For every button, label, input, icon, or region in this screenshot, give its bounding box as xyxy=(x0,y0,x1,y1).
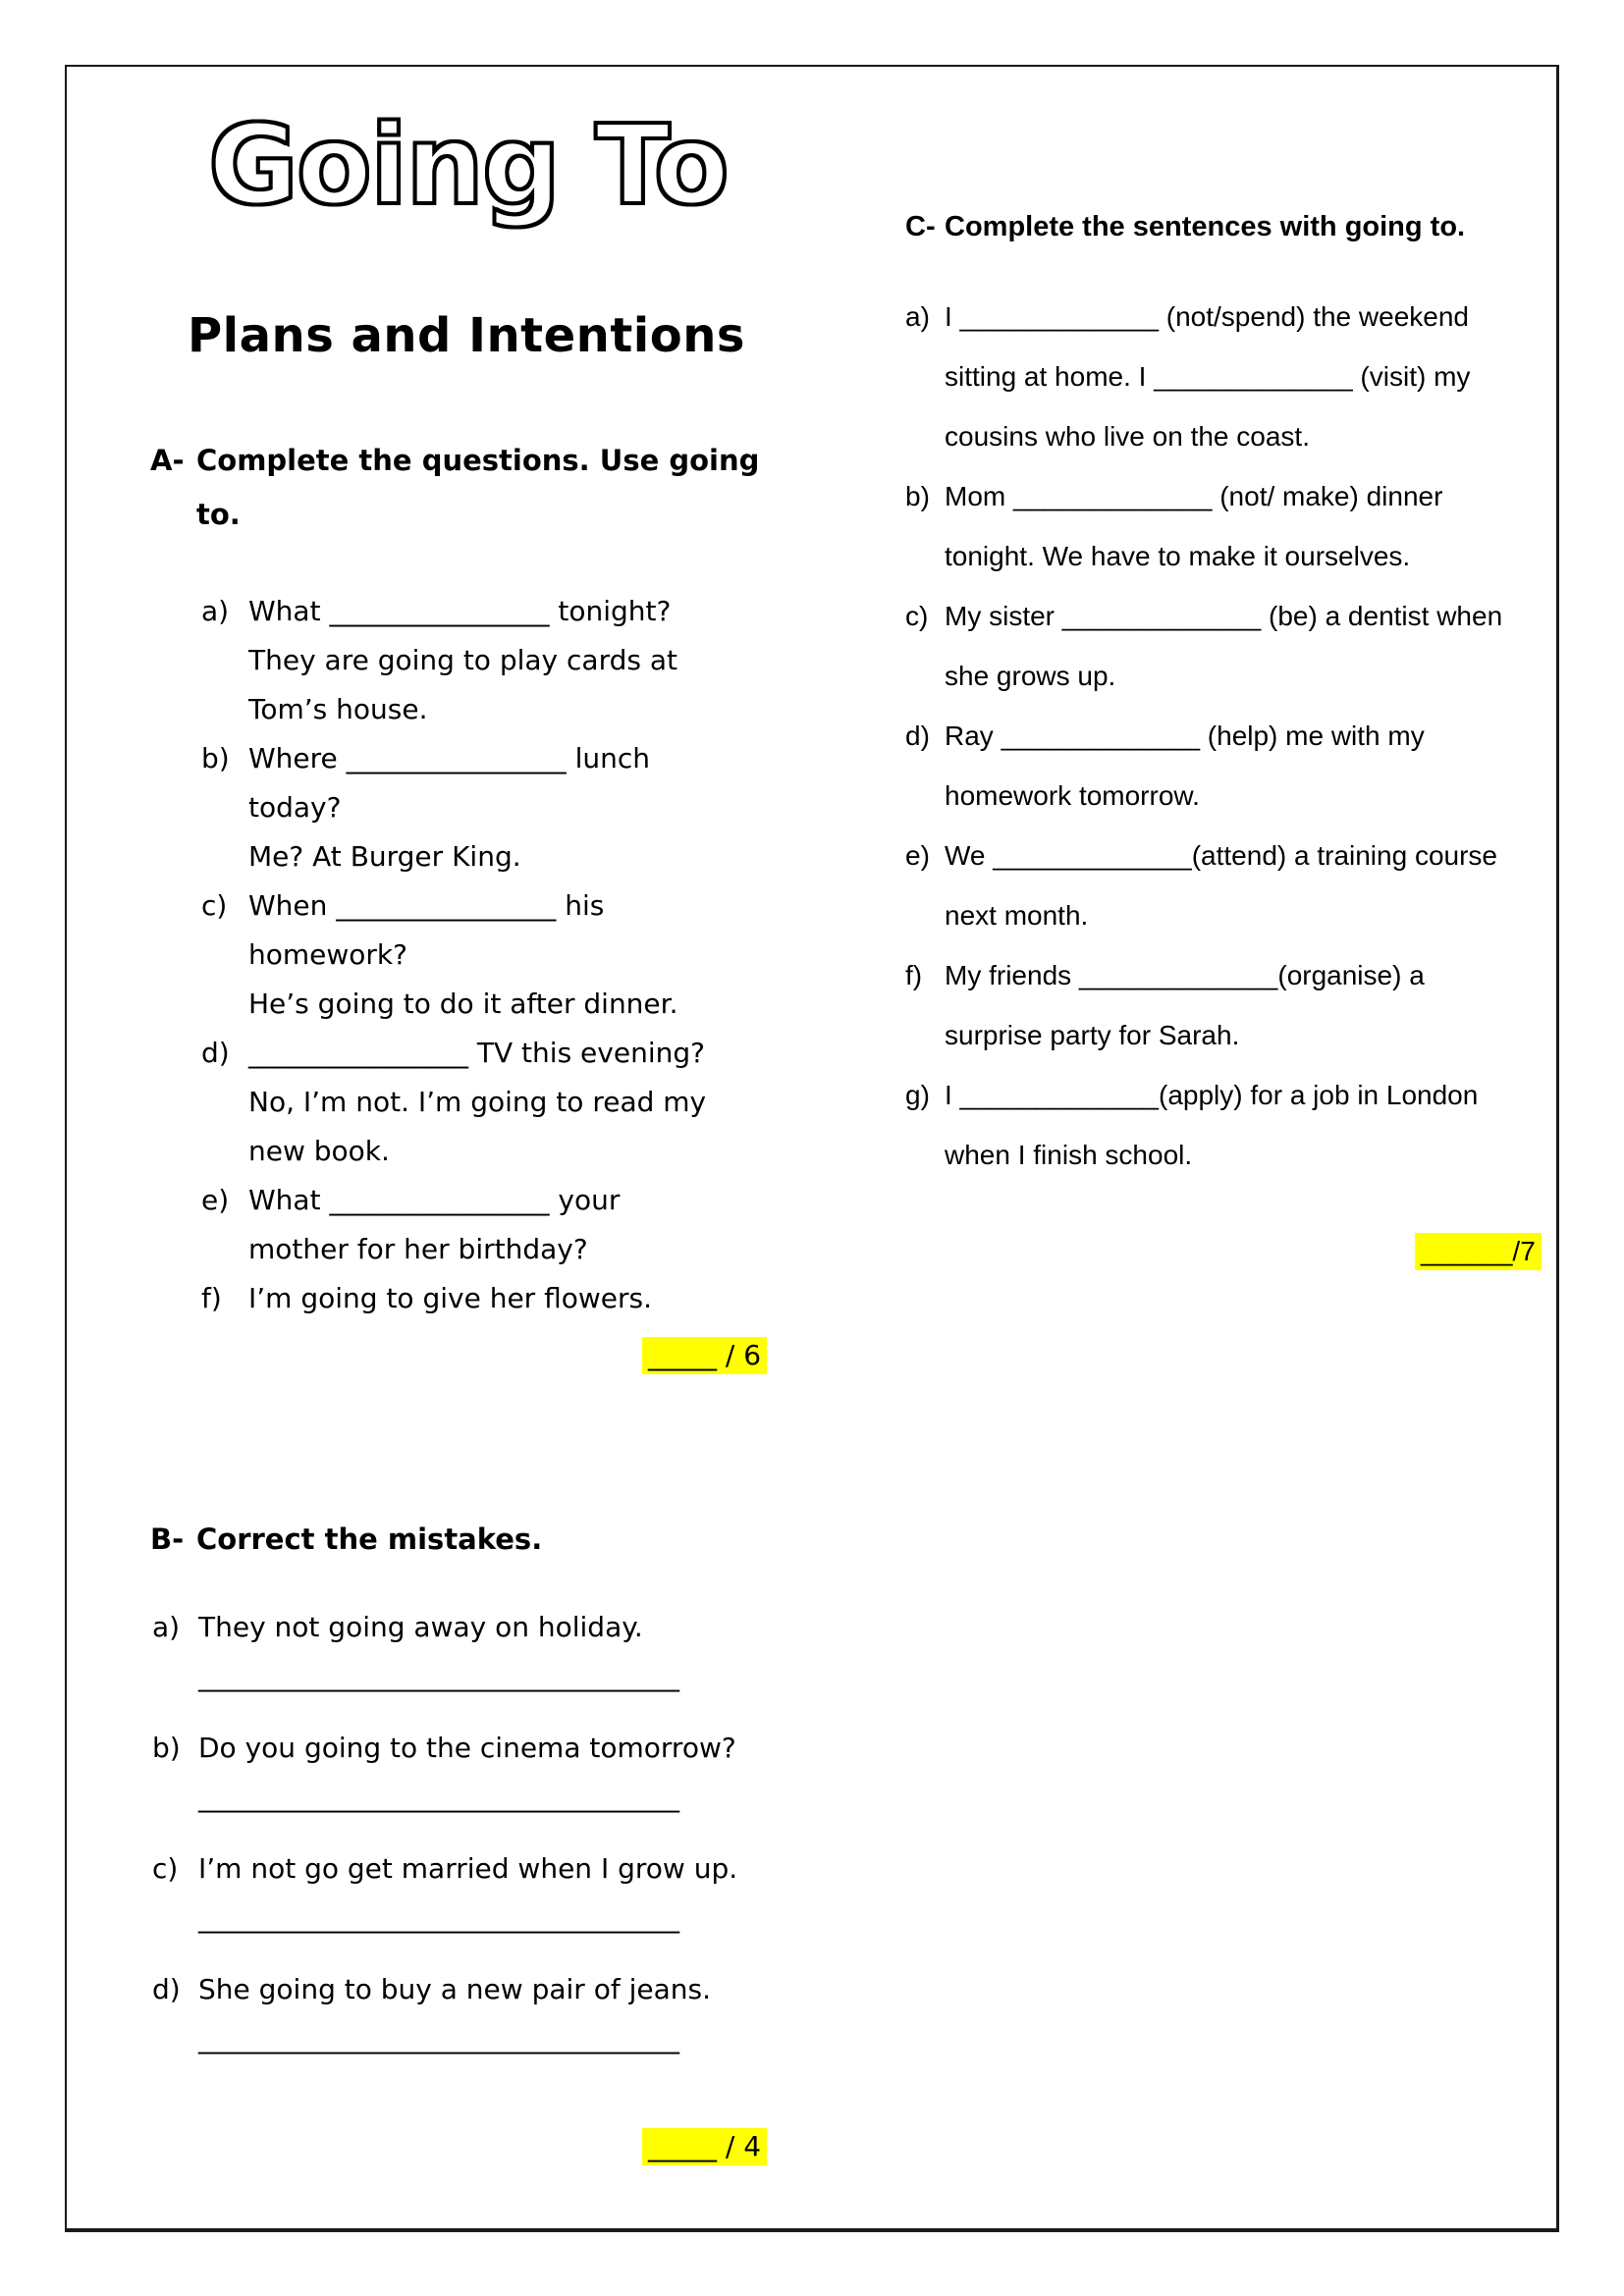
section-b-list xyxy=(152,1603,781,2086)
list-item xyxy=(152,1965,781,2063)
list-item xyxy=(152,1603,781,1701)
section-b-heading-text: Correct the mistakes. xyxy=(196,1522,543,1556)
list-item xyxy=(201,1176,810,1274)
item-line: tonight. We have to make it ourselves. xyxy=(945,541,1411,571)
item-letter: a) xyxy=(152,1611,181,1643)
item-line: We _____________(attend) a training course xyxy=(945,840,1497,871)
item-letter: c) xyxy=(905,601,929,631)
item-sentence: Do you going to the cinema tomorrow? xyxy=(198,1732,736,1764)
item-line: They are going to play cards at xyxy=(248,644,677,676)
item-line: homework tomorrow. xyxy=(945,780,1200,811)
list-item xyxy=(201,881,810,1029)
item-sentence: She going to buy a new pair of jeans. xyxy=(198,1973,711,2005)
list-item xyxy=(905,706,1553,826)
worksheet-title: Going To xyxy=(208,102,728,230)
answer-blank-line: ___________________________________ xyxy=(198,1781,679,1813)
section-b-label: B- xyxy=(150,1522,185,1556)
item-letter: b) xyxy=(905,481,930,511)
item-sentence: They not going away on holiday. xyxy=(198,1611,643,1643)
list-item xyxy=(152,1844,781,1943)
item-letter: f) xyxy=(201,1282,222,1314)
item-line: He’s going to do it after dinner. xyxy=(248,988,678,1020)
item-letter: g) xyxy=(905,1080,930,1110)
list-item xyxy=(201,1274,810,1323)
item-line: When ________________ his xyxy=(248,889,605,922)
item-letter: f) xyxy=(905,960,923,990)
item-line: What ________________ tonight? xyxy=(248,595,672,627)
section-a-label: A- xyxy=(150,444,185,477)
item-line: Mom _____________ (not/ make) dinner xyxy=(945,481,1443,511)
item-letter: a) xyxy=(201,595,230,627)
item-line: when I finish school. xyxy=(945,1140,1193,1170)
item-line: I _____________(apply) for a job in London xyxy=(945,1080,1479,1110)
item-letter: e) xyxy=(905,840,930,871)
section-a-heading xyxy=(150,434,795,542)
answer-blank-line: ___________________________________ xyxy=(198,2022,679,2055)
item-line: What ________________ your xyxy=(248,1184,621,1216)
list-item xyxy=(905,287,1553,466)
item-letter: b) xyxy=(152,1732,181,1764)
item-line: Where ________________ lunch xyxy=(248,742,650,774)
list-item xyxy=(201,1029,810,1176)
section-b-score-badge: _____ / 4 xyxy=(642,2128,767,2165)
item-line: surprise party for Sarah. xyxy=(945,1020,1240,1050)
worksheet-subtitle: Plans and Intentions xyxy=(188,308,745,363)
list-item xyxy=(201,734,810,881)
item-letter: d) xyxy=(201,1037,230,1069)
item-line: she grows up. xyxy=(945,661,1116,691)
item-line: sitting at home. I _____________ (visit) my xyxy=(945,361,1471,392)
list-item xyxy=(905,1065,1553,1185)
section-c-label: C- xyxy=(905,211,936,242)
item-letter: d) xyxy=(152,1973,181,2005)
item-sentence: I’m not go get married when I grow up. xyxy=(198,1852,738,1885)
item-letter: c) xyxy=(201,889,228,922)
item-letter: c) xyxy=(152,1852,179,1885)
list-item xyxy=(905,586,1553,706)
item-line: I’m going to give her flowers. xyxy=(248,1282,652,1314)
item-line: homework? xyxy=(248,938,407,971)
item-letter: a) xyxy=(905,301,930,332)
item-line: today? xyxy=(248,791,342,824)
section-b-heading xyxy=(150,1513,779,1567)
list-item xyxy=(905,466,1553,586)
section-a-score-badge: _____ / 6 xyxy=(642,1337,767,1374)
item-line: No, I’m not. I’m going to read my xyxy=(248,1086,707,1118)
list-item xyxy=(905,826,1553,945)
item-line: Me? At Burger King. xyxy=(248,840,521,873)
list-item xyxy=(201,587,810,734)
item-line: ________________ TV this evening? xyxy=(248,1037,705,1069)
answer-blank-line: ___________________________________ xyxy=(198,1660,679,1692)
section-c-heading-text: Complete the sentences with going to. xyxy=(945,211,1466,242)
item-line: next month. xyxy=(945,900,1089,931)
item-line: I _____________ (not/spend) the weekend xyxy=(945,301,1469,332)
list-item xyxy=(905,945,1553,1065)
item-line: My sister _____________ (be) a dentist when xyxy=(945,601,1503,631)
item-line: new book. xyxy=(248,1135,390,1167)
list-item xyxy=(152,1724,781,1822)
section-a-heading-text: Complete the questions. Use going to. xyxy=(196,444,760,531)
section-c-heading xyxy=(905,200,1553,254)
answer-blank-line: ___________________________________ xyxy=(198,1901,679,1934)
item-line: cousins who live on the coast. xyxy=(945,421,1310,452)
item-line: Ray _____________ (help) me with my xyxy=(945,721,1425,751)
section-a-list xyxy=(201,587,810,1323)
item-letter: d) xyxy=(905,721,930,751)
item-line: Tom’s house. xyxy=(248,693,428,725)
section-c-score-badge: ______/7 xyxy=(1415,1233,1542,1270)
item-line: mother for her birthday? xyxy=(248,1233,588,1265)
item-letter: b) xyxy=(201,742,230,774)
item-letter: e) xyxy=(201,1184,230,1216)
item-line: My friends _____________(organise) a xyxy=(945,960,1425,990)
section-c-list xyxy=(905,287,1553,1185)
